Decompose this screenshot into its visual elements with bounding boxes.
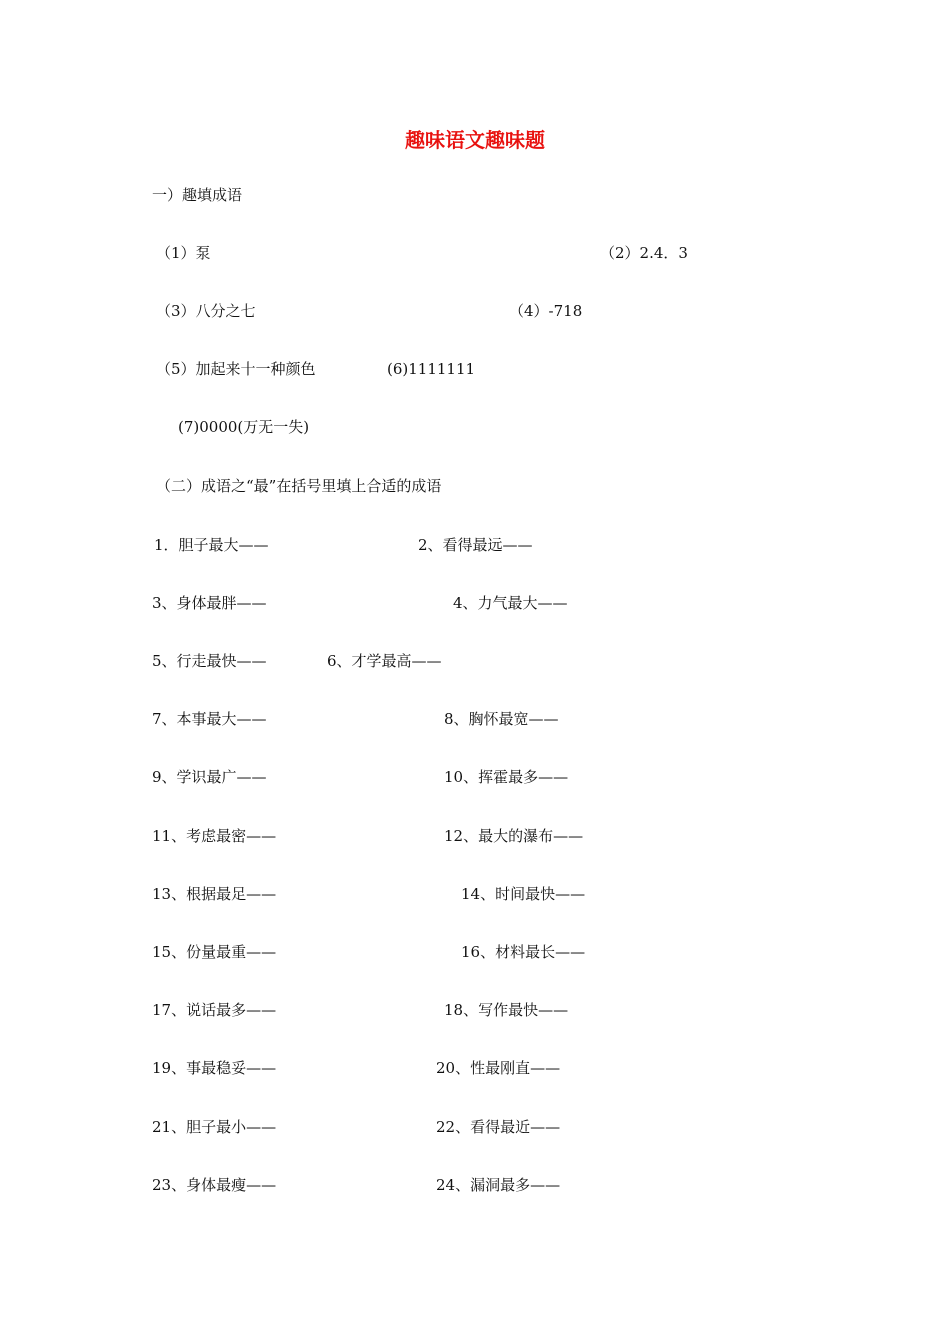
superlative-item-24: 24、漏洞最多—— [436,1176,561,1194]
superlative-item-8: 8、胸怀最宽—— [444,710,559,728]
idiom-item-6: (6)1111111 [387,360,476,378]
idiom-item-4: （4）-718 [509,302,583,320]
idiom-item-2: （2）2.4．3 [600,244,688,262]
superlative-item-23: 23、身体最瘦—— [152,1176,277,1194]
superlative-item-7: 7、本事最大—— [152,710,267,728]
idiom-item-3: （3）八分之七 [156,302,256,320]
superlative-item-19: 19、事最稳妥—— [152,1059,277,1077]
superlative-item-13: 13、根据最足—— [152,885,277,903]
superlative-item-21: 21、胆子最小—— [152,1118,277,1136]
superlative-item-5: 5、行走最快—— [152,652,267,670]
idiom-item-5: （5）加起来十一种颜色 [156,360,316,378]
superlative-item-11: 11、考虑最密—— [152,827,277,845]
superlative-item-3: 3、身体最胖—— [152,594,267,612]
superlative-item-9: 9、学识最广—— [152,768,267,786]
idiom-item-7: (7)0000(万无一失) [178,418,310,436]
superlative-item-10: 10、挥霍最多—— [444,768,569,786]
superlative-item-16: 16、材料最长—— [461,943,586,961]
superlative-item-6: 6、才学最高—— [327,652,442,670]
superlative-item-1: 1．胆子最大—— [154,536,269,554]
superlative-item-4: 4、力气最大—— [453,594,568,612]
page-title: 趣味语文趣味题 [405,128,545,152]
superlative-item-12: 12、最大的瀑布—— [444,827,584,845]
section2-heading: （二）成语之“最”在括号里填上合适的成语 [156,477,442,495]
superlative-item-2: 2、看得最远—— [418,536,533,554]
section1-heading: 一）趣填成语 [152,186,243,204]
superlative-item-17: 17、说话最多—— [152,1001,277,1019]
idiom-item-1: （1）泵 [156,244,211,262]
superlative-item-20: 20、性最刚直—— [436,1059,561,1077]
superlative-item-14: 14、时间最快—— [461,885,586,903]
superlative-item-15: 15、份量最重—— [152,943,277,961]
superlative-item-22: 22、看得最近—— [436,1118,561,1136]
superlative-item-18: 18、写作最快—— [444,1001,569,1019]
